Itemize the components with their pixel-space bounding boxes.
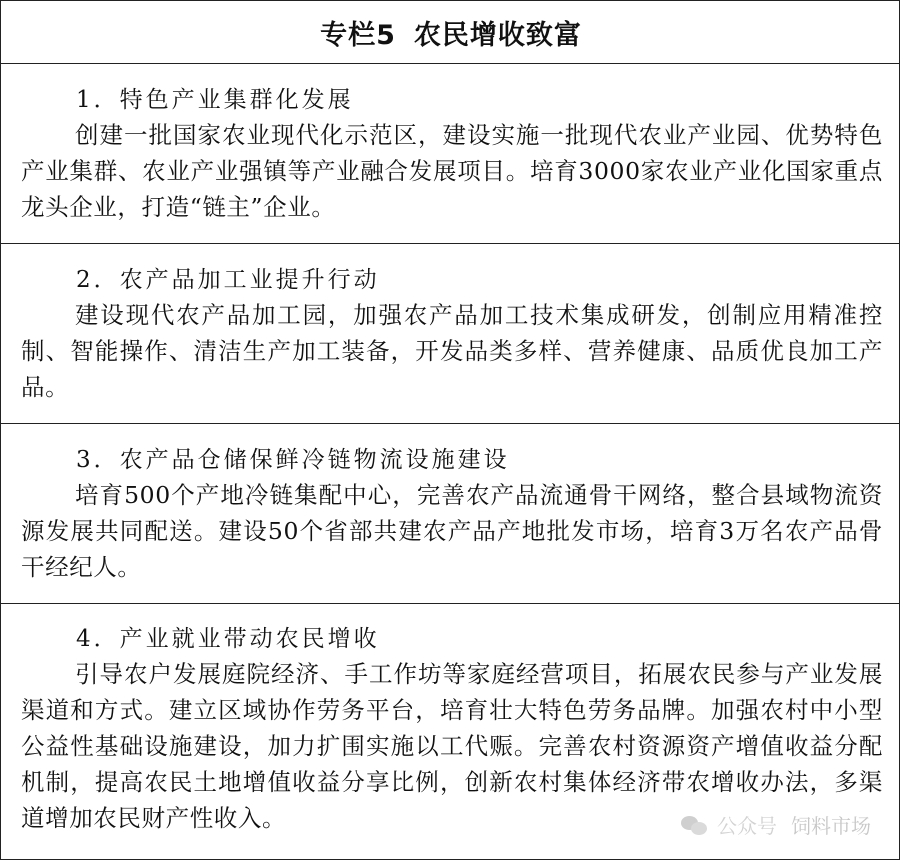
section-body: 创建一批国家农业现代化示范区，建设实施一批现代农业产业园、优势特色产业集群、农业产业强镇等产业融合发展项目。培育3000家农业产业化国家重点龙头企业，打造“链主”企业。: [21, 121, 883, 221]
section-title: 4．产业就业带动农民增收: [76, 626, 380, 652]
section-body: 建设现代农产品加工园，加强农产品加工技术集成研发，创制应用精准控制、智能操作、清洁生产加工装备，开发品类多样、营养健康、品质优良加工产品。: [21, 301, 883, 401]
section-2: [1, 244, 899, 424]
section-3: [1, 424, 899, 604]
section-title: 1．特色产业集群化发展: [76, 87, 354, 113]
box-header: [1, 1, 899, 64]
watermark: [681, 810, 871, 839]
section-title: 2．农产品加工业提升行动: [76, 267, 380, 293]
section-body: 引导农户发展庭院经济、手工作坊等家庭经营项目，拓展农民参与产业发展渠道和方式。建立区域协作劳务平台，培育壮大特色劳务品牌。加强农村中小型公益性基础设施建设，加力扩围实施以工代赈。完善农村资源资产增值收益分配机制，提高农民土地增值收益分享比例，创新农村集体经济带农增收办法，多渠道增加农民财产性收入。: [21, 660, 883, 832]
column-number: 专栏5: [320, 19, 396, 51]
box-title: 农民增收致富: [413, 19, 582, 51]
watermark-account-label: 公众号: [717, 814, 777, 838]
wechat-icon: [681, 814, 709, 836]
section-title: 3．农产品仓储保鲜冷链物流设施建设: [76, 447, 510, 473]
watermark-name: 饲料市场: [791, 814, 871, 838]
section-body: 培育500个产地冷链集配中心，完善农产品流通骨干网络，整合县域物流资源发展共同配送。建设50个省部共建农产品产地批发市场，培育3万名农产品骨干经纪人。: [21, 481, 883, 581]
section-1: [1, 63, 899, 244]
